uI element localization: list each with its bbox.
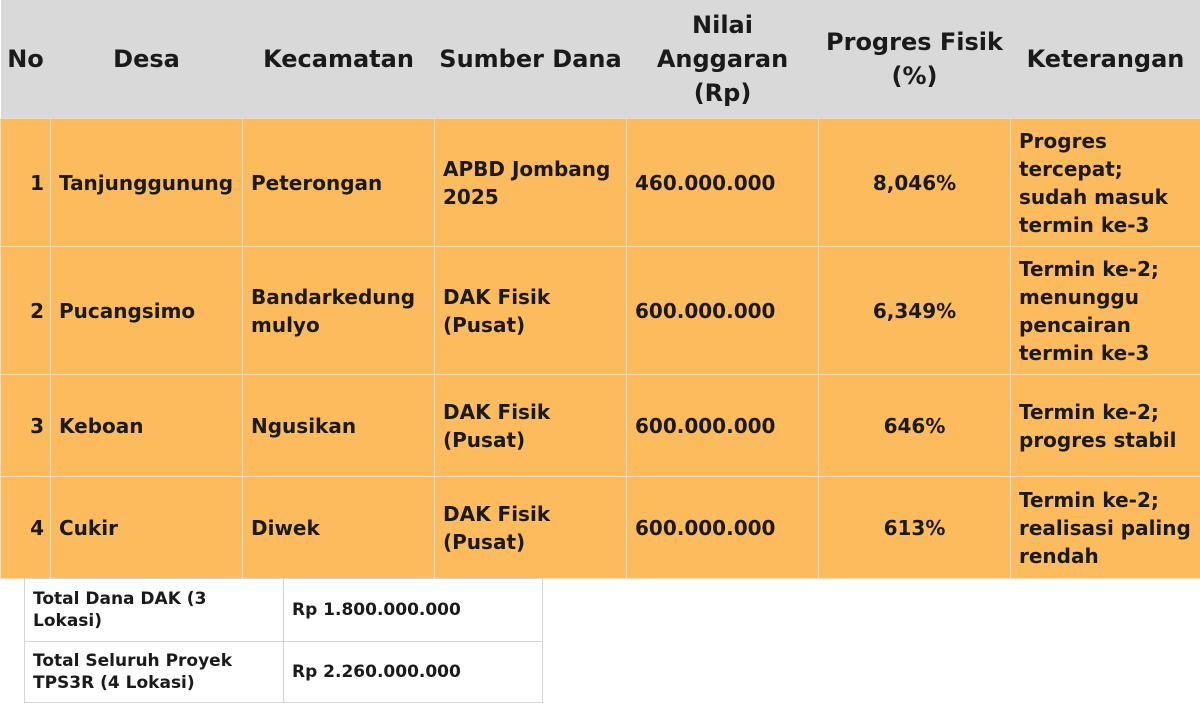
summary-label: Total Dana DAK (3 Lokasi) <box>25 579 284 642</box>
summary-label: Total Seluruh Proyek TPS3R (4 Lokasi) <box>25 642 284 703</box>
table-row <box>1 477 1200 579</box>
cell-nilai: 460.000.000 <box>627 119 819 247</box>
cell-sumber-dana: DAK Fisik (Pusat) <box>435 375 627 477</box>
cell-sumber-dana: APBD Jombang 2025 <box>435 119 627 247</box>
cell-progres: 8,046% <box>819 119 1011 247</box>
cell-desa: Tanjunggunung <box>51 119 243 247</box>
cell-desa: Cukir <box>51 477 243 579</box>
summary-table <box>24 578 543 703</box>
cell-kecamatan: Diwek <box>243 477 435 579</box>
cell-kecamatan: Bandarkedung mulyo <box>243 247 435 375</box>
table-row <box>1 375 1200 477</box>
cell-keterangan: Termin ke-2; realisasi paling rendah <box>1011 477 1200 579</box>
cell-keterangan: Termin ke-2; progres stabil <box>1011 375 1200 477</box>
cell-keterangan: Termin ke-2; menunggu pencairan termin ke-3 <box>1011 247 1200 375</box>
header-sumber-dana: Sumber Dana <box>435 0 627 119</box>
cell-progres: 613% <box>819 477 1011 579</box>
summary-row <box>25 579 543 642</box>
cell-no: 1 <box>1 119 51 247</box>
cell-no: 4 <box>1 477 51 579</box>
cell-desa: Keboan <box>51 375 243 477</box>
cell-no: 3 <box>1 375 51 477</box>
header-progres-fisik: Progres Fisik (%) <box>819 0 1011 119</box>
cell-desa: Pucangsimo <box>51 247 243 375</box>
cell-progres: 6,349% <box>819 247 1011 375</box>
cell-nilai: 600.000.000 <box>627 247 819 375</box>
cell-keterangan: Progres tercepat; sudah masuk termin ke-3 <box>1011 119 1200 247</box>
cell-sumber-dana: DAK Fisik (Pusat) <box>435 477 627 579</box>
table-header-row <box>1 0 1200 119</box>
cell-nilai: 600.000.000 <box>627 375 819 477</box>
cell-kecamatan: Peterongan <box>243 119 435 247</box>
cell-progres: 646% <box>819 375 1011 477</box>
cell-sumber-dana: DAK Fisik (Pusat) <box>435 247 627 375</box>
cell-no: 2 <box>1 247 51 375</box>
summary-value: Rp 2.260.000.000 <box>284 642 543 703</box>
header-no: No <box>1 0 51 119</box>
header-keterangan: Keterangan <box>1011 0 1200 119</box>
summary-row <box>25 642 543 703</box>
cell-kecamatan: Ngusikan <box>243 375 435 477</box>
header-desa: Desa <box>51 0 243 119</box>
table-row <box>1 247 1200 375</box>
cell-nilai: 600.000.000 <box>627 477 819 579</box>
header-nilai-anggaran: Nilai Anggaran (Rp) <box>627 0 819 119</box>
table-row <box>1 119 1200 247</box>
summary-value: Rp 1.800.000.000 <box>284 579 543 642</box>
header-kecamatan: Kecamatan <box>243 0 435 119</box>
